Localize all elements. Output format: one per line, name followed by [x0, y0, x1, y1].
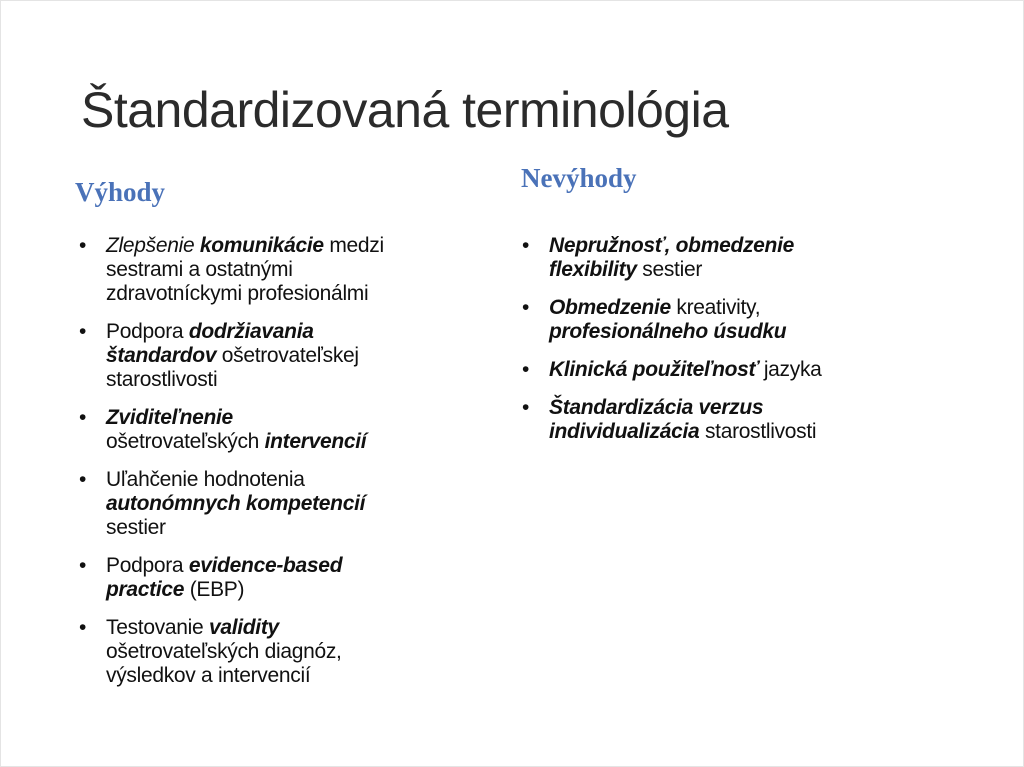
list-item — [76, 468, 384, 540]
list-item-text: profesionálneho úsudku — [549, 320, 787, 343]
advantages-list — [76, 234, 384, 702]
list-item-text: intervencií — [264, 430, 367, 453]
bullet-icon: • — [522, 296, 530, 319]
bullet-icon: • — [522, 358, 530, 381]
list-item — [519, 396, 822, 444]
bullet-icon: • — [79, 234, 87, 257]
slide-title: Štandardizovaná terminológia — [81, 82, 729, 138]
bullet-icon: • — [79, 468, 87, 491]
list-item — [519, 234, 822, 282]
list-item-text: starostlivosti — [699, 420, 817, 443]
list-item — [76, 234, 384, 306]
list-item-text: validity — [208, 616, 279, 639]
list-item-text: kreativity, — [676, 296, 761, 319]
bullet-icon: • — [522, 234, 530, 257]
list-item-text: Testovanie — [106, 616, 209, 639]
disadvantages-heading: Nevýhody — [521, 163, 637, 193]
list-item — [76, 554, 384, 602]
disadvantages-list — [519, 234, 822, 458]
list-item-text: ošetrovateľských — [106, 430, 260, 453]
bullet-icon: • — [79, 616, 87, 639]
list-item-text: Obmedzenie — [549, 296, 671, 319]
list-item-text: Zlepšenie — [106, 234, 200, 257]
list-item-text: Podpora — [106, 554, 189, 577]
list-item-text: evidence-based practice — [106, 554, 343, 601]
bullet-icon: • — [79, 406, 87, 429]
list-item-text: komunikácie — [199, 234, 324, 257]
list-item-text: dodržiavania štandardov — [106, 320, 314, 367]
list-item — [519, 296, 822, 344]
list-item — [76, 616, 384, 688]
bullet-icon: • — [522, 396, 530, 419]
list-item-text: Nepružnosť, obmedzenie flexibility — [549, 234, 794, 281]
list-item-text: Podpora — [106, 320, 189, 343]
list-item-text: Uľahčenie hodnotenia — [106, 468, 305, 491]
list-item-text: sestier — [106, 516, 166, 539]
list-item-text: Klinická použiteľnosť — [549, 358, 759, 381]
bullet-icon: • — [79, 554, 87, 577]
list-item-text: jazyka — [758, 358, 822, 381]
list-item — [76, 406, 384, 454]
list-item-text: (EBP) — [184, 578, 245, 601]
list-item-text: autonómnych kompetencií — [106, 492, 366, 515]
list-item-text: ošetrovateľských diagnóz, výsledkov a intervencií — [106, 640, 342, 687]
list-item-text: Zviditeľnenie — [106, 406, 233, 429]
list-item — [76, 320, 384, 392]
list-item-text: medzi sestrami a ostatnými zdravotníckymi profesionálmi — [106, 234, 384, 305]
advantages-heading: Výhody — [75, 177, 166, 207]
list-item-text: ošetrovateľskej starostlivosti — [106, 344, 359, 391]
list-item-text: Štandardizácia verzus individualizácia — [549, 396, 764, 443]
list-item-text: sestier — [636, 258, 703, 281]
bullet-icon: • — [79, 320, 87, 343]
list-item — [519, 358, 822, 382]
